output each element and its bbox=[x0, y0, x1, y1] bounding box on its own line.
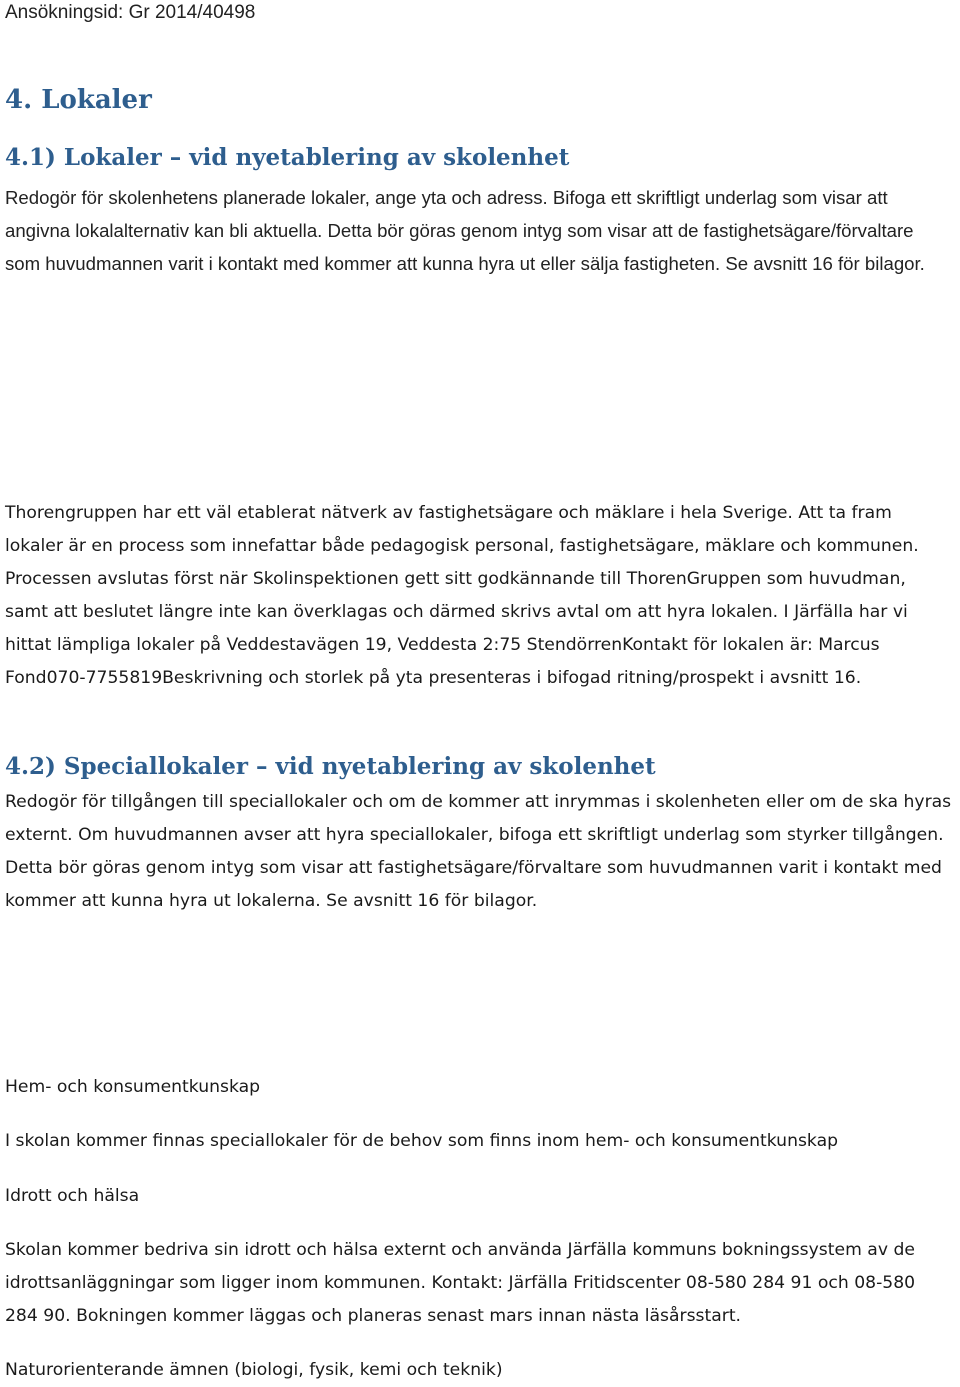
subject-heading-physical-education: Idrott och hälsa bbox=[5, 1186, 140, 1206]
instruction-4-1: Redogör för skolenhetens planerade lokaler, ange yta och adress. Bifoga ett skriftligt underlag som visar att angivna lokalalternativ kan bli aktuella. Detta bör göras genom intyg som visar att de fastighetsägare/förvaltare som huvudmannen varit i kontakt med kommer att kunna hyra ut eller sälja fastigheten. Se avsnitt 16 för bilagor. bbox=[5, 187, 925, 274]
subject-text-physical-education: Skolan kommer bedriva sin idrott och hälsa externt och använda Järfälla kommuns bokningssystem av de idrottsanläggningar som ligger inom kommunen. Kontakt: Järfälla Fritidscenter 08-580 284 91 och 08-580 284 90. Bokningen kommer läggas och planeras senast mars innan nästa läsårsstart. bbox=[5, 1240, 916, 1326]
answer-4-1: Thorengruppen har ett väl etablerat nätverk av fastighetsägare och mäklare i hela Sverige. Att ta fram lokaler är en process som innefattar både pedagogisk personal, fastighetsägare, mäklare och kommunen. Processen avslutas först när Skolinspektionen gett sitt godkännande till ThorenGruppen som huvudman, samt att beslutet längre inte kan överklagas och därmed skrivs avtal om att hyra lokalen. I Järfälla har vi hittat lämpliga lokaler på Veddestavägen 19, Veddesta 2:75 StendörrenKontakt för lokalen är: Marcus Fond070-7755819Beskrivning och storlek på yta presenteras i bifogad ritning/prospekt i avsnitt 16. bbox=[5, 503, 919, 688]
section-title: 4. Lokaler bbox=[5, 85, 152, 115]
subject-text-home-economics: I skolan kommer finnas speciallokaler för de behov som finns inom hem- och konsumentkunskap bbox=[5, 1131, 839, 1151]
subsection-title-4-2: 4.2) Speciallokaler – vid nyetablering av skolenhet bbox=[5, 753, 656, 780]
subject-heading-natural-sciences: Naturorienterande ämnen (biologi, fysik, kemi och teknik) bbox=[5, 1360, 503, 1380]
instruction-4-2: Redogör för tillgången till speciallokaler och om de kommer att inrymmas i skolenheten eller om de ska hyras externt. Om huvudmannen avser att hyra speciallokaler, bifoga ett skriftligt underlag som styrker tillgången. Detta bör göras genom intyg som visar att fastighetsägare/förvaltare som huvudmannen varit i kontakt med kommer att kunna hyra ut lokalerna. Se avsnitt 16 för bilagor. bbox=[5, 792, 952, 911]
subsection-title-4-1: 4.1) Lokaler – vid nyetablering av skolenhet bbox=[5, 144, 570, 171]
application-id: Ansökningsid: Gr 2014/40498 bbox=[5, 2, 256, 23]
subject-heading-home-economics: Hem- och konsumentkunskap bbox=[5, 1077, 261, 1097]
